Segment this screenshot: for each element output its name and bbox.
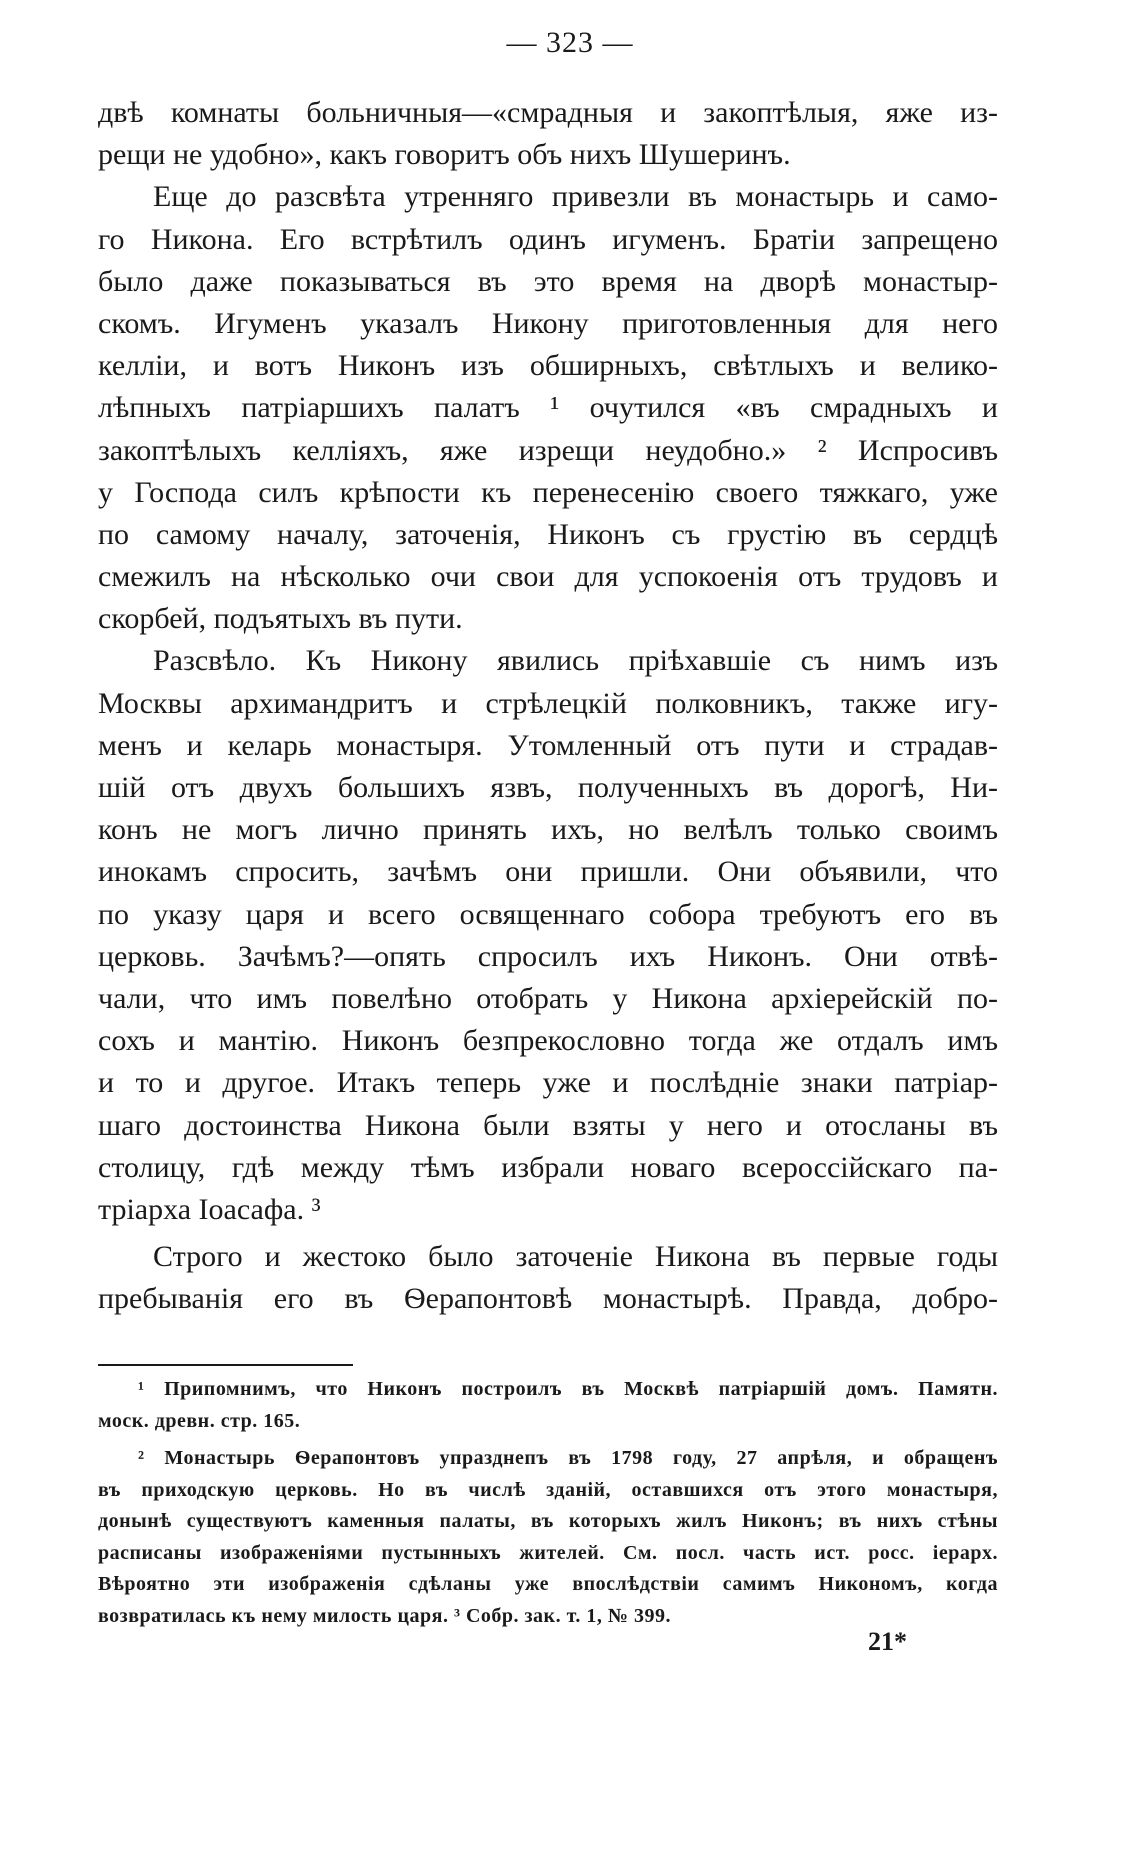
text-line: менъ и келарь монастыря. Утомленный отъ пути и страдав- <box>98 728 998 762</box>
text-line: шій отъ двухъ большихъ язвъ, полученныхъ въ дорогѣ, Ни- <box>98 771 998 804</box>
text-line: и то и другое. Итакъ теперь уже и послѣдніе знаки патріар- <box>98 1066 998 1100</box>
text-line: двѣ комнаты больничныя—«смрадныя и закоптѣлыя, яже из- <box>98 96 998 129</box>
text-line: конъ не могъ лично принять ихъ, но велѣлъ только своимъ <box>98 813 998 847</box>
text-line: келліи, и вотъ Никонъ изъ обширныхъ, свѣтлыхъ и велико- <box>98 349 998 383</box>
paragraph-start-line: Разсвѣло. Къ Никону явились пріѣхавшіе съ нимъ изъ <box>153 644 998 678</box>
text-line: смежилъ на нѣсколько очи свои для успокоенія отъ трудовъ и <box>98 560 998 594</box>
text-line: церковь. Зачѣмъ?—опять спросилъ ихъ Никонъ. Они отвѣ- <box>98 939 998 973</box>
footnote-line: возвратилась къ нему милость царя. ³ Собр. зак. т. 1, № 399. <box>98 1604 671 1627</box>
text-line: го Никона. Его встрѣтилъ одинъ игуменъ. Братіи запрещено <box>98 222 998 256</box>
text-line: закоптѣлыхъ келліяхъ, яже изрещи неудобно.» ² Испросивъ <box>98 433 998 467</box>
text-line: Москвы архимандритъ и стрѣлецкій полковникъ, также игу- <box>98 686 998 720</box>
text-line: столицу, гдѣ между тѣмъ избрали новаго всероссійскаго па- <box>98 1150 998 1184</box>
text-line: сохъ и мантію. Никонъ безпрекословно тогда же отдалъ имъ <box>98 1024 998 1058</box>
footnote-line: моск. древн. стр. 165. <box>98 1409 301 1432</box>
main-text <box>98 92 998 1320</box>
footnote-line: донынѣ существуютъ каменныя палаты, въ которыхъ жилъ Никонъ; въ нихъ стѣны <box>98 1510 998 1532</box>
paragraph-start-line: Еще до разсвѣта утренняго привезли въ монастырь и само- <box>153 180 998 214</box>
footnote-line: ¹ Припомнимъ, что Никонъ построилъ въ Москвѣ патріаршій домъ. Памятн. <box>138 1378 998 1400</box>
footnote-line: въ приходскую церковь. Но въ числѣ зданій, оставшихся отъ этого монастыря, <box>98 1478 998 1501</box>
footnote-line: ² Монастырь Ѳерапонтовъ упразднепъ въ 1798 году, 27 апрѣля, и обращенъ <box>138 1447 998 1469</box>
text-line: скомъ. Игуменъ указалъ Никону приготовленныя для него <box>98 306 998 340</box>
text-line: было даже показываться въ это время на дворѣ монастыр- <box>98 264 998 298</box>
footnotes <box>98 1374 998 1632</box>
footnote-line: Вѣроятно эти изображенія сдѣланы уже впослѣдствіи самимъ Никономъ, когда <box>98 1573 998 1595</box>
text-line: пребыванія его въ Ѳерапонтовѣ монастырѣ. Правда, добро- <box>98 1282 998 1316</box>
text-line: рещи не удобно», какъ говоритъ объ нихъ Шушеринъ. <box>98 138 791 172</box>
text-line: лѣпныхъ патріаршихъ палатъ ¹ очутился «въ смрадныхъ и <box>98 391 998 425</box>
text-line: по самому началу, заточенія, Никонъ съ грустію въ сердцѣ <box>98 517 998 551</box>
text-line: у Господа силъ крѣпости къ перенесенію своего тяжкаго, уже <box>98 475 998 509</box>
paragraph-start-line: Строго и жестоко было заточеніе Никона въ первые годы <box>153 1240 998 1274</box>
text-line: чали, что имъ повелѣно отобрать у Никона архіерейскій по- <box>98 981 998 1015</box>
text-line: скорбей, подъятыхъ въ пути. <box>98 602 463 636</box>
text-line: инокамъ спросить, зачѣмъ они пришли. Они объявили, что <box>98 855 998 889</box>
text-line: шаго достоинства Никона были взяты у него и отосланы въ <box>98 1108 998 1142</box>
text-line: тріарха Іоасафа. ³ <box>98 1192 321 1226</box>
page-number: — 323 — <box>506 26 634 59</box>
footnote-line: расписаны изображеніями пустынныхъ жителей. См. посл. часть ист. росс. іерарх. <box>98 1541 998 1564</box>
printer-signature-mark: 21* <box>868 1627 907 1656</box>
text-line: по указу царя и всего освященнаго собора требуютъ его въ <box>98 897 998 931</box>
footnote-divider <box>98 1364 353 1366</box>
